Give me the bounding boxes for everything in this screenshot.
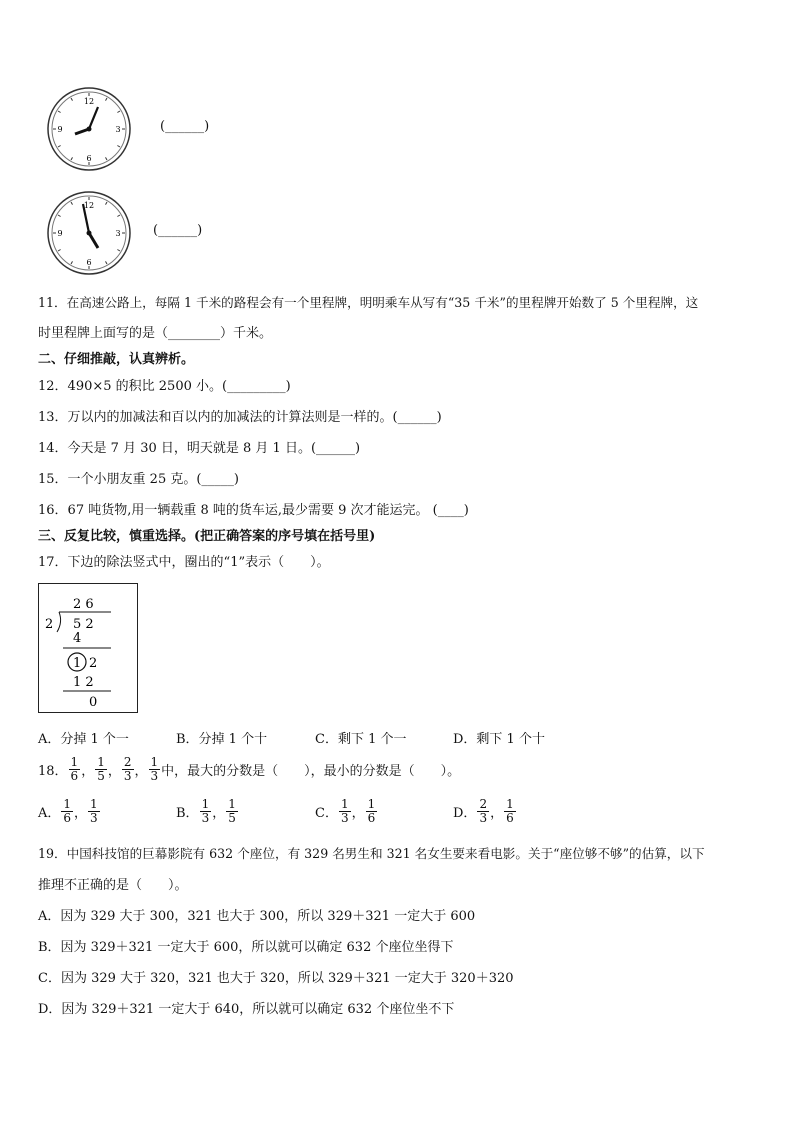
dividend: 5 2	[73, 617, 94, 632]
q18-option-d: D． $\frac{2}{3}$ ， $\frac{1}{6}$	[453, 797, 514, 825]
fraction: $\frac{1}{3}$	[150, 755, 159, 783]
q19-line1: 19．中国科技馆的巨幕影院有 632 个座位，有 329 名男生和 321 名女生要来看电影。关于“座位够不够”的估算，以下	[38, 846, 705, 861]
remainder: 0	[89, 695, 98, 710]
clock-number-3: 3	[115, 229, 121, 238]
step2-digit: 2	[89, 656, 98, 671]
fraction: $\frac{2}{3}$	[123, 755, 132, 783]
clock-1-answer: (______)	[160, 119, 210, 134]
clock-face-1	[46, 86, 132, 172]
q17-option-d: D．剩下 1 个十	[453, 732, 545, 747]
q18-stem-rest: 中，最大的分数是（ ），最小的分数是（ ）。	[161, 764, 461, 779]
q13: 13．万以内的加减法和百以内的加减法的计算法则是一样的。(______)	[38, 410, 442, 425]
q17-option-a: A．分掉 1 个一	[38, 732, 129, 747]
clock-number-9: 9	[57, 125, 63, 134]
q12: 12．490×5 的积比 2500 小。(_________)	[38, 379, 291, 394]
q11-line2: 时里程牌上面写的是（________）千米。	[38, 326, 273, 341]
long-division-figure	[38, 583, 138, 713]
fraction: $\frac{1}{5}$	[97, 755, 105, 783]
q17-option-c: C．剩下 1 个一	[315, 732, 407, 747]
q19-option-a: A．因为 329 大于 300，321 也大于 300，所以 329＋321 一定大于 600	[38, 909, 476, 924]
clock-number-12: 12	[83, 201, 95, 210]
q18-option-b: B． $\frac{1}{3}$ ， $\frac{1}{5}$	[176, 797, 236, 825]
q19-option-c: C．因为 329 大于 320，321 也大于 320，所以 329＋321 一定大于 320＋320	[38, 971, 514, 986]
q17-option-b: B．分掉 1 个十	[176, 732, 268, 747]
q16: 16．67 吨货物,用一辆载重 8 吨的货车运,最少需要 9 次才能运完。 (____)	[38, 503, 469, 518]
clock-number-6: 6	[86, 258, 92, 267]
q18-option-a: A． $\frac{1}{6}$ ， $\frac{1}{3}$	[38, 797, 98, 825]
q19-option-d: D．因为 329＋321 一定大于 640，所以就可以确定 632 个座位坐不下	[38, 1002, 455, 1017]
step3-product: 1 2	[73, 675, 94, 690]
fraction: $\frac{1}{6}$	[70, 755, 79, 783]
clock-face-2	[46, 190, 132, 276]
section-3-heading: 三、反复比较，慎重选择。(把正确答案的序号填在括号里)	[38, 529, 376, 544]
q18-prefix: 18．	[38, 764, 68, 779]
clock-number-9: 9	[57, 229, 63, 238]
q18-option-c: C． $\frac{1}{3}$ ， $\frac{1}{6}$	[315, 797, 376, 825]
circled-digit: 1	[73, 656, 82, 671]
q19-option-b: B．因为 329＋321 一定大于 600，所以就可以确定 632 个座位坐得下	[38, 940, 454, 955]
q11-line1: 11．在高速公路上，每隔 1 千米的路程会有一个里程牌，明明乘车从写有“35 千米”的里程牌开始数了 5 个里程牌，这	[38, 295, 699, 310]
q17-stem: 17．下边的除法竖式中，圈出的“1”表示（ ）。	[38, 555, 330, 570]
q18-stem: 18． $\frac{1}{6}$ ， $\frac{1}{5}$ ， $\frac{2}{3}$ ， $\frac{1}{3}$ 中，最大的分数是（ ），最小的分数是（ ）。	[38, 755, 461, 783]
clock-number-3: 3	[115, 125, 121, 134]
step1-product: 4	[73, 631, 82, 646]
clock-number-6: 6	[86, 154, 92, 163]
clock-2-answer: (______)	[153, 223, 203, 238]
q14: 14．今天是 7 月 30 日，明天就是 8 月 1 日。(______)	[38, 441, 361, 456]
section-2-heading: 二、仔细推敲，认真辨析。	[38, 352, 195, 367]
q15: 15．一个小朋友重 25 克。(_____)	[38, 472, 239, 487]
divisor: 2	[45, 617, 54, 632]
q19-line2: 推理不正确的是（ ）。	[38, 878, 188, 893]
quotient: 2 6	[73, 597, 94, 612]
clock-number-12: 12	[83, 97, 95, 106]
